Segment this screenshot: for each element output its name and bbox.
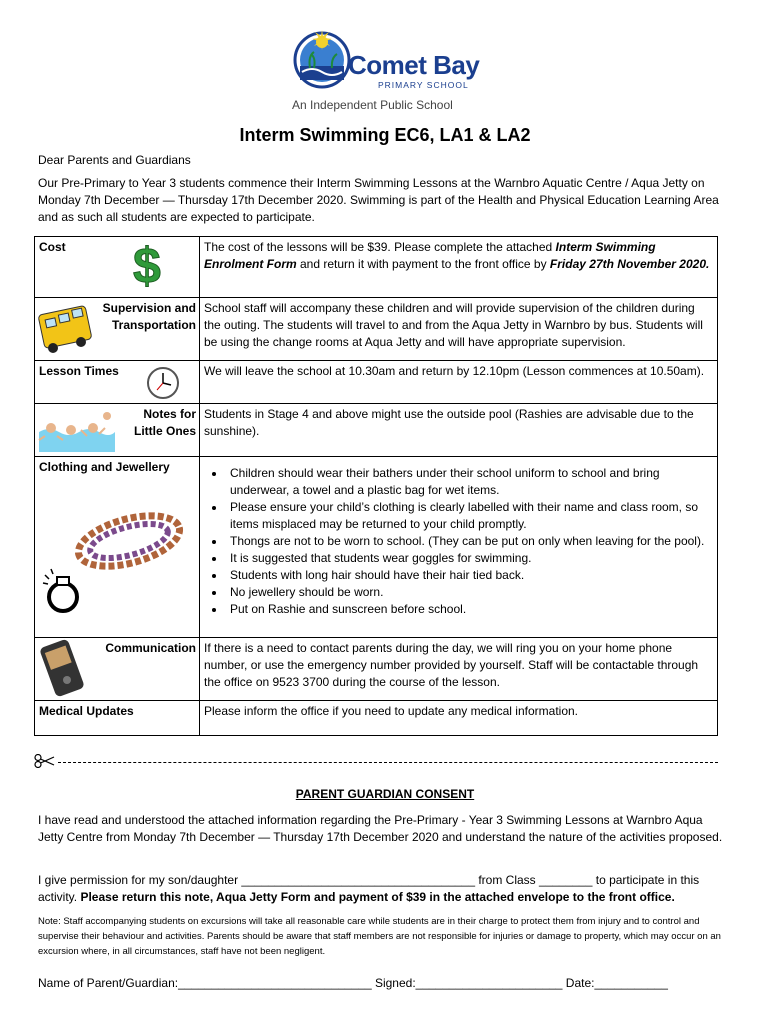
medical-label: Medical Updates xyxy=(39,704,134,718)
school-subtitle: PRIMARY SCHOOL xyxy=(378,80,469,90)
list-item: • It is suggested that students wear goggles for swimming. xyxy=(226,550,714,567)
necklace-icon xyxy=(71,501,189,581)
enrolment-form-name: Interm Swimming Enrolment Form xyxy=(204,240,656,271)
cost-text-3: and return it with payment to the front office by xyxy=(296,257,550,271)
swimming-children-icon xyxy=(37,408,117,452)
list-item: • Put on Rashie and sunscreen before school. xyxy=(226,601,714,618)
consent-paragraph: I have read and understood the attached information regarding the Pre-Primary - Year 3 Swimming Lessons at Warnbro Aqua Jetty Centre from Monday 7th December — Thursday 17th December 2020 and understand the nature of the activities proposed. xyxy=(38,813,723,844)
clothing-description xyxy=(200,457,718,638)
signature-line: Name of Parent/Guardian:_____________________________ Signed:______________________ Date:___________ xyxy=(38,976,668,990)
cost-text-1: The cost of the lessons will be $39. Please complete the attached xyxy=(204,240,556,254)
row-supervision xyxy=(35,298,718,361)
list-item: • Please ensure your child’s clothing is clearly labelled with their name and class room, so items misplaced may be returned to your child promptly. xyxy=(226,499,714,533)
excursion-note: Note: Staff accompanying students on excursions will take all reasonable care while students are in their charge to protect them from injury and to control and supervise their behaviour and activities. Parents should be aware that staff members are not responsible for injuries or damage to property, which may occur on an excursion where, in all circumstances, staff have not been negligent. xyxy=(38,916,721,957)
notes-description: Students in Stage 4 and above might use the outside pool (Rashies are advisable due to the sunshine). xyxy=(200,404,718,457)
list-item: • Students with long hair should have their hair tied back. xyxy=(226,567,714,584)
communication-label: Communication xyxy=(105,641,196,655)
row-notes xyxy=(35,404,718,457)
consent-title: PARENT GUARDIAN CONSENT xyxy=(295,787,475,801)
due-date: Friday 27th November 2020. xyxy=(549,257,710,271)
supervision-label-2: Transportation xyxy=(111,318,196,332)
list-item: • Children should wear their bathers under their school uniform to school and bring underwear, a towel and a plastic bag for wet items. xyxy=(226,465,714,499)
row-lesson-times xyxy=(35,361,718,404)
row-medical xyxy=(35,701,718,736)
cut-line xyxy=(58,762,718,763)
page-title: Interm Swimming EC6, LA1 & LA2 xyxy=(239,125,531,145)
medical-description: Please inform the office if you need to update any medical information. xyxy=(200,701,718,736)
cost-description xyxy=(200,237,718,298)
school-name: Comet Bay xyxy=(348,50,480,80)
intro-paragraph: Our Pre-Primary to Year 3 students commence their Interm Swimming Lessons at the Warnbro Aquatic Centre / Aqua Jetty on Monday 7th December — Thursday 17th December 2020. Swimming is part of the Health and Physical Education Learning Area and as such all students are expected to participate. xyxy=(38,176,719,224)
permission-text: I give permission for my son/daughter ___________________________________ from Class ________ to participate in this activity. xyxy=(38,873,700,904)
communication-description: If there is a need to contact parents during the day, we will ring you on your home phone number, or use the emergency number provided by yourself. Staff will be contactable through the office on 9523 3700 during the course of the lesson. xyxy=(200,638,718,701)
clock-icon xyxy=(145,366,181,400)
clothing-list xyxy=(204,465,714,618)
school-bus-icon xyxy=(37,300,95,358)
comet-bay-emblem-icon xyxy=(292,28,352,90)
greeting: Dear Parents and Guardians xyxy=(38,153,191,167)
ring-icon xyxy=(41,567,85,617)
school-tagline: An Independent Public School xyxy=(292,98,453,112)
lesson-times-description: We will leave the school at 10.30am and return by 12.10pm (Lesson commences at 10.50am). xyxy=(200,361,718,404)
clothing-label: Clothing and Jewellery xyxy=(39,460,170,474)
lesson-times-label: Lesson Times xyxy=(39,364,119,378)
row-communication xyxy=(35,638,718,701)
row-cost xyxy=(35,237,718,298)
return-instructions: Please return this note, Aqua Jetty Form and payment of $39 in the attached envelope to the front office. xyxy=(80,890,675,904)
supervision-label-1: Supervision and xyxy=(102,301,196,315)
notes-label-2: Little Ones xyxy=(133,424,196,438)
supervision-description: School staff will accompany these children and will provide supervision of the children during the outing. The students will travel to and from the Aqua Jetty in Warnbro by bus. Students will be using the change rooms at Aqua Jetty and will have appropriate supervision. xyxy=(200,298,718,361)
cost-label: Cost xyxy=(39,240,66,254)
svg-text:$: $ xyxy=(133,239,161,289)
list-item: • No jewellery should be worn. xyxy=(226,584,714,601)
row-clothing xyxy=(35,457,718,638)
list-item: • Thongs are not to be worn to school. (They can be put on only when leaving for the pool). xyxy=(226,533,714,550)
school-logo xyxy=(292,28,480,118)
permission-paragraph xyxy=(38,872,728,906)
mobile-phone-icon xyxy=(39,638,93,698)
dollar-sign-icon xyxy=(131,239,163,289)
info-table xyxy=(34,236,718,736)
notes-label-1: Notes for xyxy=(143,407,196,421)
scissors-icon xyxy=(34,754,56,768)
